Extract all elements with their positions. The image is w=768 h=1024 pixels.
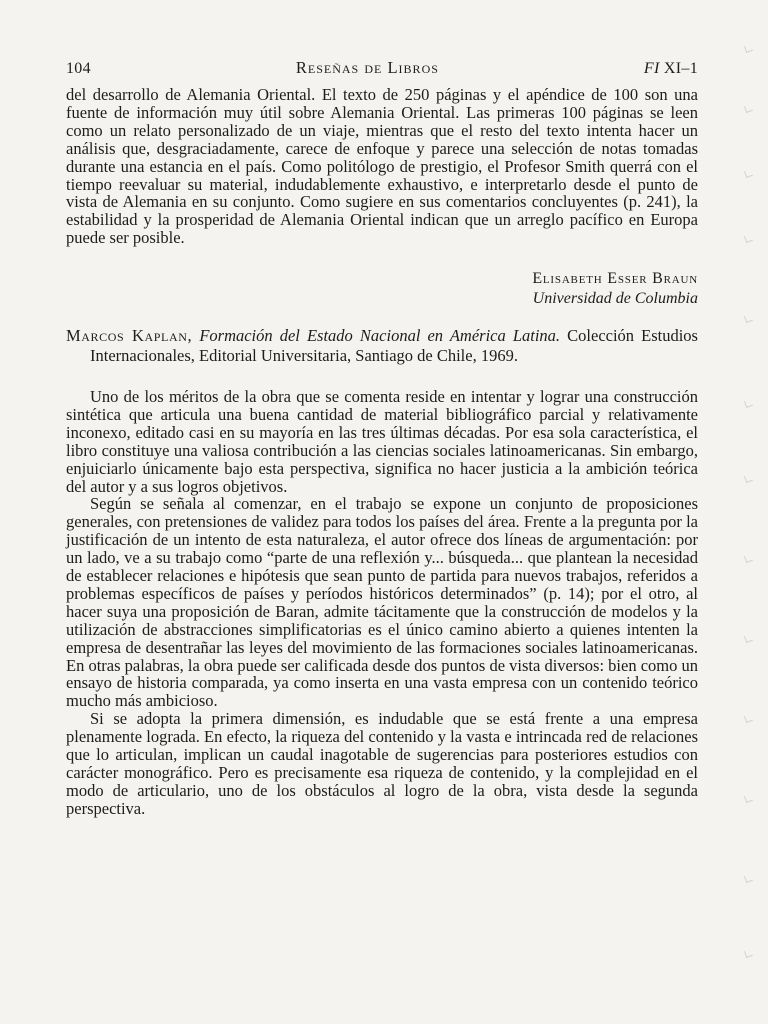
reviewer-affiliation: Universidad de Columbia [532,290,698,308]
scan-mark-icon [744,104,753,113]
page-number: 104 [66,60,91,77]
scan-mark-icon [744,554,753,563]
book-citation [66,326,698,365]
scan-mark-icon [744,399,753,408]
previous-review-conclusion: del desarrollo de Alemania Oriental. El texto de 250 páginas y el apéndice de 100 son una fuente de información muy útil sobre Alemania Oriental. Las primeras 100 páginas se leen como un relato personalizado de un viaje, mientras que el resto del texto intenta hacer un análisis que, desgraciadamente, carece de enfoque y parece una selección de notas tomadas durante una estancia en el país. Como politólogo de prestigio, el Profesor Smith querrá con el tiempo reevaluar su material, indudablemente exhaustivo, e interpretarlo desde el punto de vista de Alemania en su conjunto. Como sugiere en sus comentarios concluyentes (p. 241), la estabilidad y la prosperidad de Alemania Oriental indican que un arreglo pacífico en Europa puede ser posible. [66,85,698,248]
reviewer-name: Elisabeth Esser Braun [532,270,698,288]
volume-number: XI–1 [663,60,698,77]
book-author: Marcos Kaplan, [66,326,193,346]
scan-mark-icon [744,474,753,483]
scan-mark-icon [744,234,753,243]
book-review-page [66,58,698,818]
margin-scan-marks [728,25,758,985]
book-title: Formación del Estado Nacional en América Latina. [199,326,561,346]
scan-mark-icon [744,314,753,323]
scan-mark-icon [744,714,753,723]
scan-mark-icon [744,44,753,53]
publication-details: Colección Estudios Internacionales, Editorial Universitaria, Santiago de Chile, 1969. [90,326,698,365]
scan-mark-icon [744,634,753,643]
journal-abbrev: FI [643,60,660,77]
review-paragraph: Uno de los méritos de la obra que se comenta reside en intentar y lograr una construcción sintética que articula una buena cantidad de material bibliográfico parcial y relativamente inconexo, editado casi en su mayoría en las tres últimas décadas. Por esa sola característica, el libro constituye una valiosa contribución a las ciencias sociales latinoamericanas. Sin embargo, enjuiciarlo únicamente bajo esta perspectiva, significa no hacer justicia a la ambición teórica del autor y a sus logros objetivos. [66,386,698,496]
journal-issue [644,60,698,78]
review-paragraph: Según se señala al comenzar, en el trabajo se expone un conjunto de proposiciones generales, con pretensiones de validez para todos los países del área. Frente a la pregunta por la justificación de un intento de esta naturaleza, el autor ofrece dos líneas de argumentación: por un lado, ve a su trabajo como “parte de una reflexión y... búsqueda... que plantean la necesidad de establecer relaciones e hipótesis que sean punto de partida para nuevos trabajos, referidos a problemas específicos de países y períodos históricos determinados” (p. 14); por el otro, al hacer suya una proposición de Baran, admite tácitamente que la construcción de modelos y la utilización de abstracciones simplificatorias es el único camino abierto a quienes intenten la empresa de desentrañar las leyes del movimiento de las formaciones sociales latinoamericanas. En otras palabras, la obra puede ser calificada desde dos puntos de vista diversos: bien como un ensayo de historia comparada, ya como inserta en una vasta empresa con un contenido teórico mucho más ambicioso. [66,494,698,711]
reviewer-signature [66,269,698,309]
review-body [66,388,698,818]
scan-mark-icon [744,169,753,178]
scan-mark-icon [744,874,753,883]
scan-mark-icon [744,949,753,958]
section-title: Reseñas de Libros [295,58,439,77]
review-paragraph: Si se adopta la primera dimensión, es indudable que se está frente a una empresa plenamente lograda. En efecto, la riqueza del contenido y la vasta e intrincada red de relaciones que lo articulan, implican un caudal inagotable de sugerencias para posteriores estudios con carácter monográfico. Pero es precisamente esa riqueza de contenido, y la complejidad en el modo de articulario, uno de los obstáculos al logro de la obra, vista desde la segunda perspectiva. [66,709,698,818]
scan-mark-icon [744,794,753,803]
running-head [66,58,698,86]
